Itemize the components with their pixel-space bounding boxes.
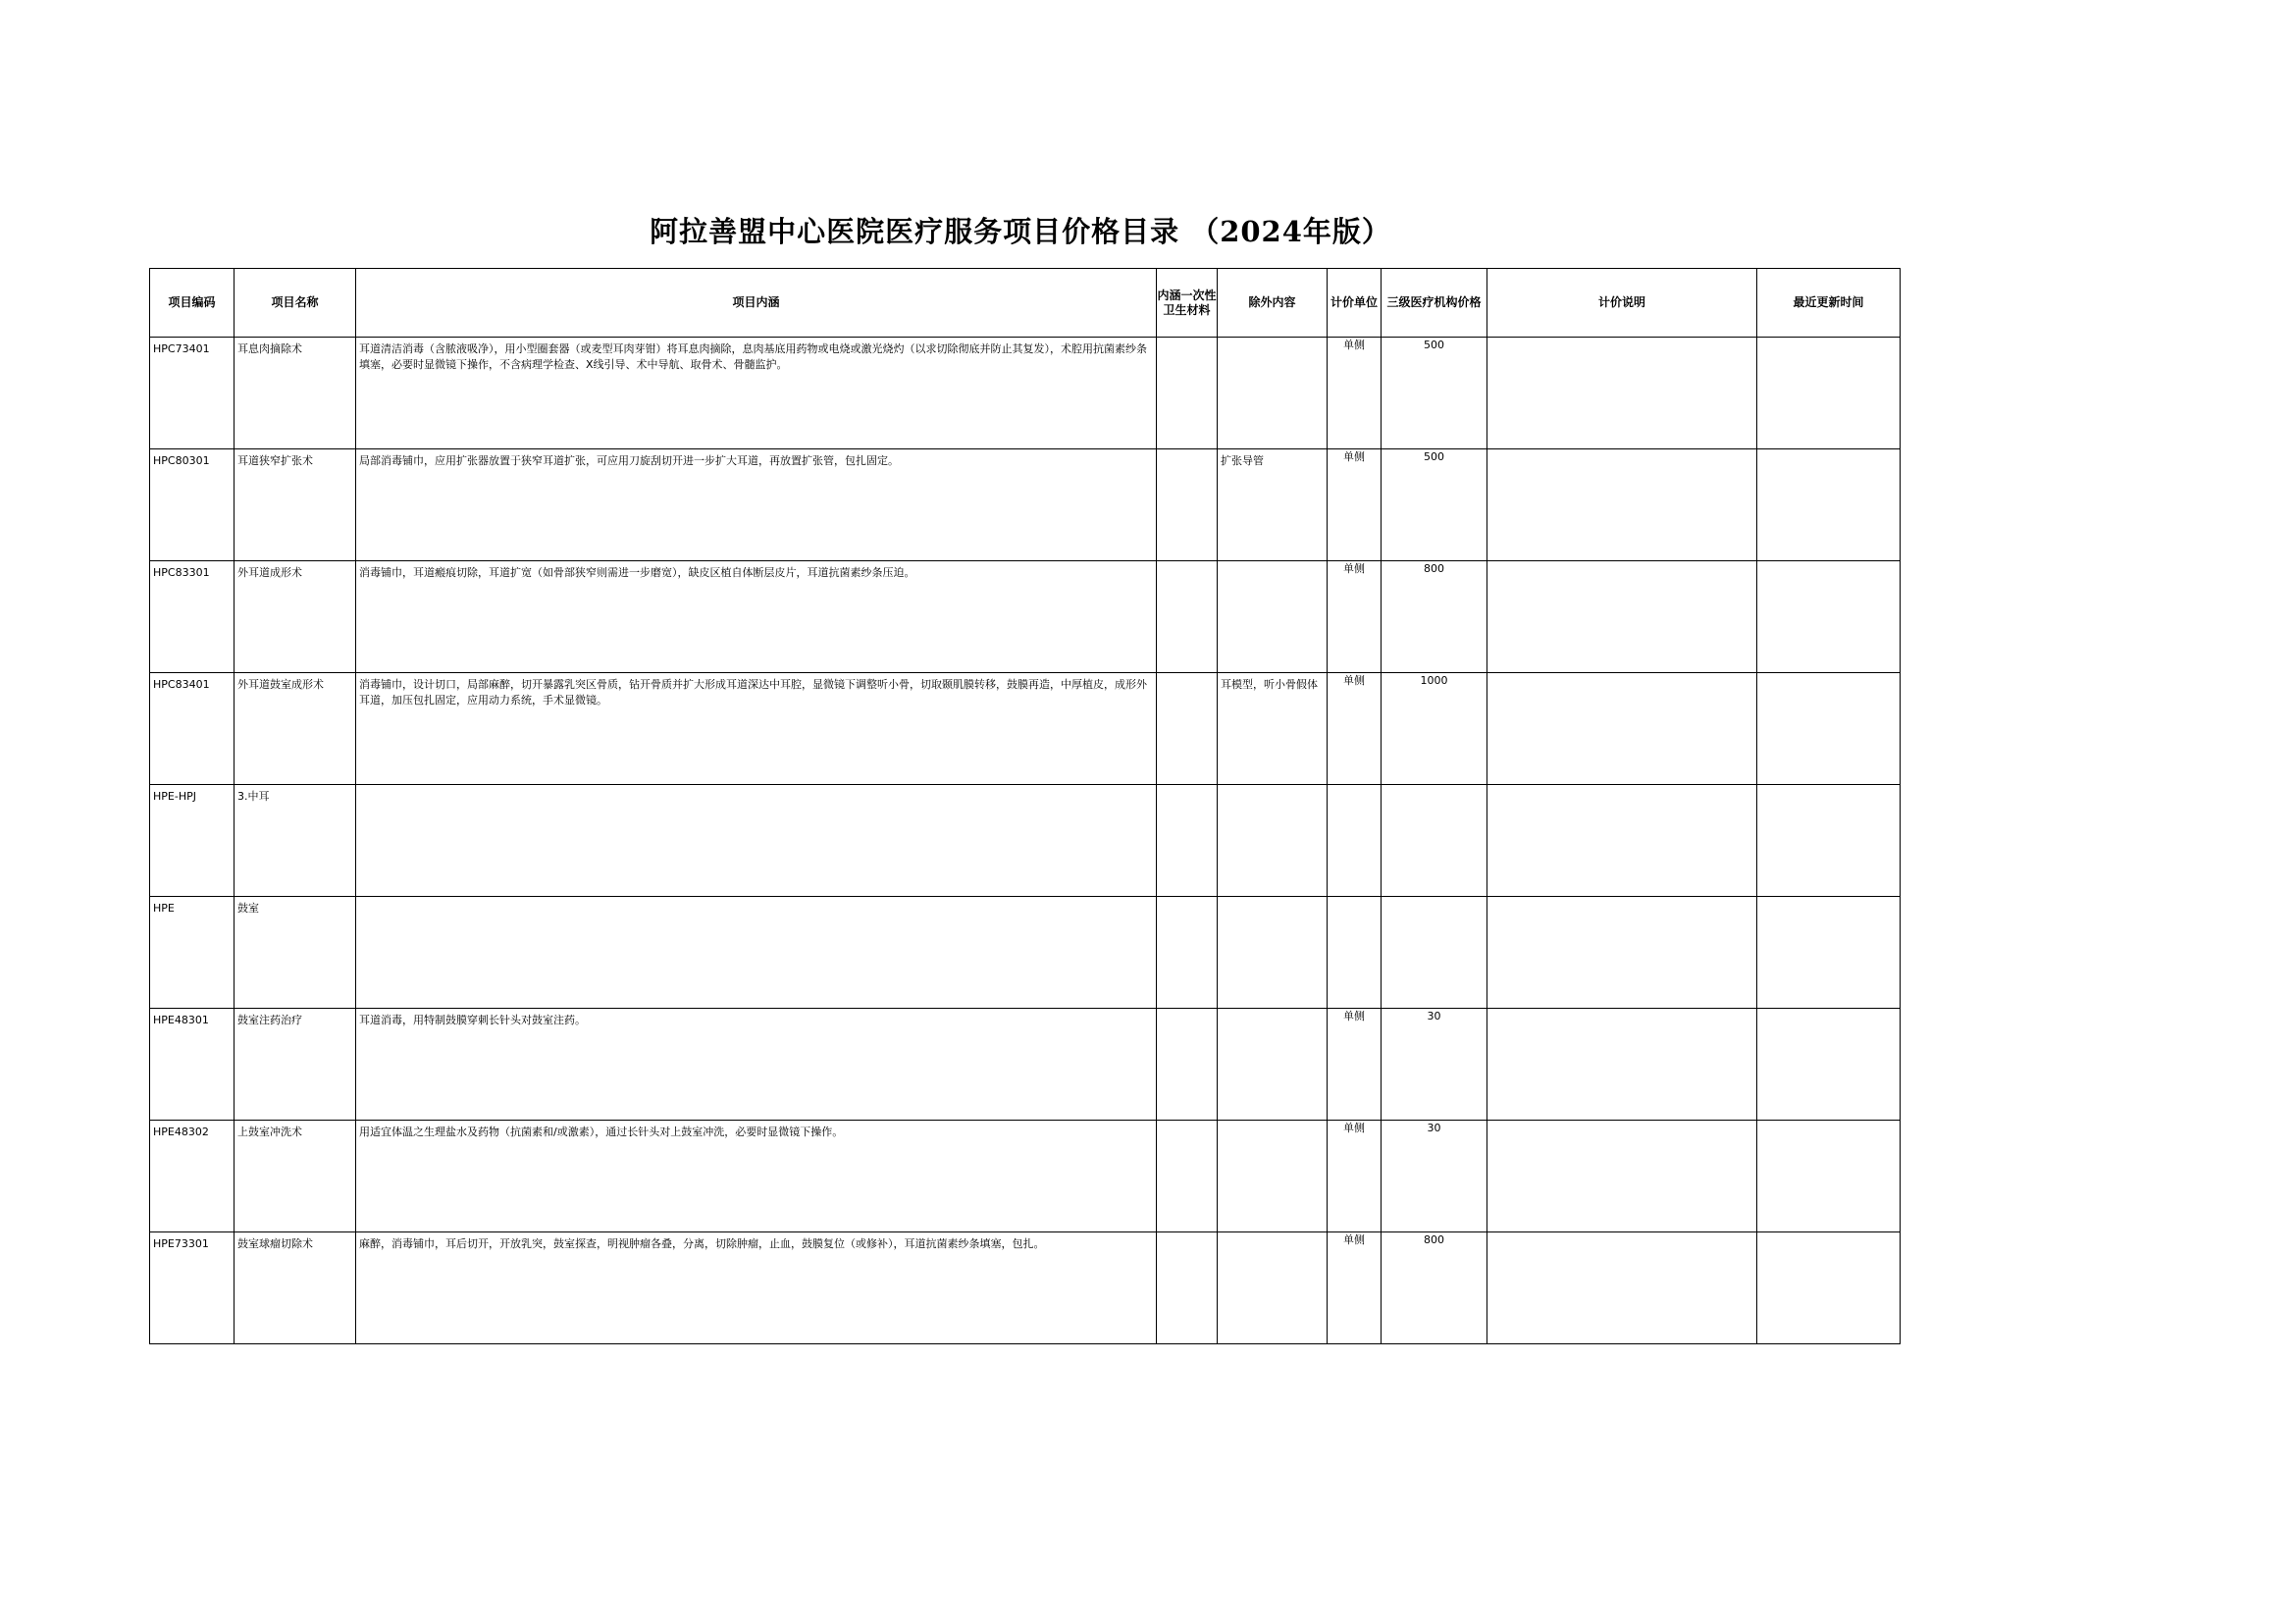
cell-price: 500: [1382, 449, 1487, 561]
cell-updated: [1757, 897, 1901, 1009]
cell-content: 麻醉，消毒铺巾，耳后切开，开放乳突，鼓室探查，明视肿瘤各叠，分离，切除肿瘤，止血，鼓膜复位（或修补），耳道抗菌素纱条填塞，包扎。: [356, 1232, 1157, 1344]
cell-code: HPE48302: [150, 1121, 235, 1232]
cell-name: 鼓室球瘤切除术: [235, 1232, 356, 1344]
cell-name: 外耳道鼓室成形术: [235, 673, 356, 785]
cell-updated: [1757, 561, 1901, 673]
cell-consumable: [1157, 338, 1218, 449]
table-row: [150, 449, 1901, 561]
cell-excluded: 耳模型，听小骨假体: [1218, 673, 1328, 785]
cell-code: HPE: [150, 897, 235, 1009]
cell-updated: [1757, 785, 1901, 897]
cell-content: 耳道消毒，用特制鼓膜穿刺长针头对鼓室注药。: [356, 1009, 1157, 1121]
cell-excluded: [1218, 785, 1328, 897]
cell-excluded: [1218, 1009, 1328, 1121]
cell-note: [1487, 1232, 1757, 1344]
cell-unit: [1328, 897, 1382, 1009]
cell-code: HPE-HPJ: [150, 785, 235, 897]
cell-price: 800: [1382, 1232, 1487, 1344]
table-row: [150, 1232, 1901, 1344]
cell-unit: 单侧: [1328, 561, 1382, 673]
cell-content: 消毒铺巾，设计切口，局部麻醉，切开暴露乳突区骨质，钻开骨质并扩大形成耳道深达中耳腔，显微镜下调整听小骨，切取颞肌膜转移，鼓膜再造，中厚植皮，成形外耳道，加压包扎固定，应用动力系统，手术显微镜。: [356, 673, 1157, 785]
cell-updated: [1757, 1232, 1901, 1344]
cell-updated: [1757, 449, 1901, 561]
cell-updated: [1757, 338, 1901, 449]
header-code: 项目编码: [150, 269, 235, 338]
table-row: [150, 338, 1901, 449]
header-name: 项目名称: [235, 269, 356, 338]
cell-content: 消毒铺巾，耳道瘢痕切除，耳道扩宽（如骨部狭窄则需进一步磨宽），缺皮区植自体断层皮片，耳道抗菌素纱条压迫。: [356, 561, 1157, 673]
table-row: [150, 673, 1901, 785]
cell-consumable: [1157, 1121, 1218, 1232]
header-unit: 计价单位: [1328, 269, 1382, 338]
table-body: [150, 338, 1901, 1344]
cell-unit: 单侧: [1328, 1009, 1382, 1121]
cell-content: [356, 785, 1157, 897]
cell-consumable: [1157, 561, 1218, 673]
cell-note: [1487, 897, 1757, 1009]
cell-note: [1487, 561, 1757, 673]
cell-content: 耳道清洁消毒（含脓液吸净），用小型圈套器（或麦型耳肉芽钳）将耳息肉摘除，息肉基底用药物或电烧或激光烧灼（以求切除彻底并防止其复发），术腔用抗菌素纱条填塞，必要时显微镜下操作，不含病理学检查、X线引导、术中导航、取骨术、骨髓监护。: [356, 338, 1157, 449]
cell-note: [1487, 338, 1757, 449]
cell-updated: [1757, 1121, 1901, 1232]
cell-name: 鼓室: [235, 897, 356, 1009]
cell-updated: [1757, 673, 1901, 785]
cell-code: HPC83401: [150, 673, 235, 785]
cell-excluded: [1218, 338, 1328, 449]
cell-consumable: [1157, 897, 1218, 1009]
cell-unit: 单侧: [1328, 338, 1382, 449]
cell-note: [1487, 785, 1757, 897]
cell-content: 局部消毒铺巾，应用扩张器放置于狭窄耳道扩张，可应用刀旋刮切开进一步扩大耳道，再放置扩张管，包扎固定。: [356, 449, 1157, 561]
cell-price: 1000: [1382, 673, 1487, 785]
cell-name: 耳息肉摘除术: [235, 338, 356, 449]
header-updated: 最近更新时间: [1757, 269, 1901, 338]
cell-updated: [1757, 1009, 1901, 1121]
header-price: 三级医疗机构价格: [1382, 269, 1487, 338]
cell-note: [1487, 1121, 1757, 1232]
cell-price: [1382, 897, 1487, 1009]
cell-name: 耳道狭窄扩张术: [235, 449, 356, 561]
cell-excluded: [1218, 561, 1328, 673]
cell-unit: 单侧: [1328, 1121, 1382, 1232]
cell-content: 用适宜体温之生理盐水及药物（抗菌素和/或激素），通过长针头对上鼓室冲洗，必要时显微镜下操作。: [356, 1121, 1157, 1232]
page-title: 阿拉善盟中心医院医疗服务项目价格目录 （2024年版）: [650, 215, 1391, 248]
header-excluded: 除外内容: [1218, 269, 1328, 338]
cell-price: 30: [1382, 1121, 1487, 1232]
cell-name: 鼓室注药治疗: [235, 1009, 356, 1121]
price-table: [149, 268, 1901, 1344]
cell-name: 3.中耳: [235, 785, 356, 897]
cell-price: [1382, 785, 1487, 897]
cell-excluded: [1218, 897, 1328, 1009]
header-note: 计价说明: [1487, 269, 1757, 338]
table-row: [150, 1121, 1901, 1232]
cell-price: 800: [1382, 561, 1487, 673]
cell-unit: 单侧: [1328, 673, 1382, 785]
table-row: [150, 897, 1901, 1009]
table-header-row: [150, 269, 1901, 338]
cell-excluded: [1218, 1121, 1328, 1232]
cell-code: HPE48301: [150, 1009, 235, 1121]
cell-consumable: [1157, 449, 1218, 561]
cell-consumable: [1157, 1009, 1218, 1121]
cell-consumable: [1157, 785, 1218, 897]
cell-name: 外耳道成形术: [235, 561, 356, 673]
cell-name: 上鼓室冲洗术: [235, 1121, 356, 1232]
cell-code: HPC83301: [150, 561, 235, 673]
table-row: [150, 561, 1901, 673]
cell-price: 30: [1382, 1009, 1487, 1121]
cell-excluded: [1218, 1232, 1328, 1344]
table-row: [150, 785, 1901, 897]
cell-content: [356, 897, 1157, 1009]
cell-excluded: 扩张导管: [1218, 449, 1328, 561]
cell-code: HPC80301: [150, 449, 235, 561]
cell-note: [1487, 449, 1757, 561]
cell-code: HPE73301: [150, 1232, 235, 1344]
cell-price: 500: [1382, 338, 1487, 449]
header-consumable: 内涵一次性卫生材料: [1157, 269, 1218, 338]
cell-unit: [1328, 785, 1382, 897]
cell-unit: 单侧: [1328, 1232, 1382, 1344]
cell-consumable: [1157, 673, 1218, 785]
cell-note: [1487, 1009, 1757, 1121]
table-row: [150, 1009, 1901, 1121]
cell-code: HPC73401: [150, 338, 235, 449]
header-content: 项目内涵: [356, 269, 1157, 338]
cell-unit: 单侧: [1328, 449, 1382, 561]
cell-consumable: [1157, 1232, 1218, 1344]
cell-note: [1487, 673, 1757, 785]
